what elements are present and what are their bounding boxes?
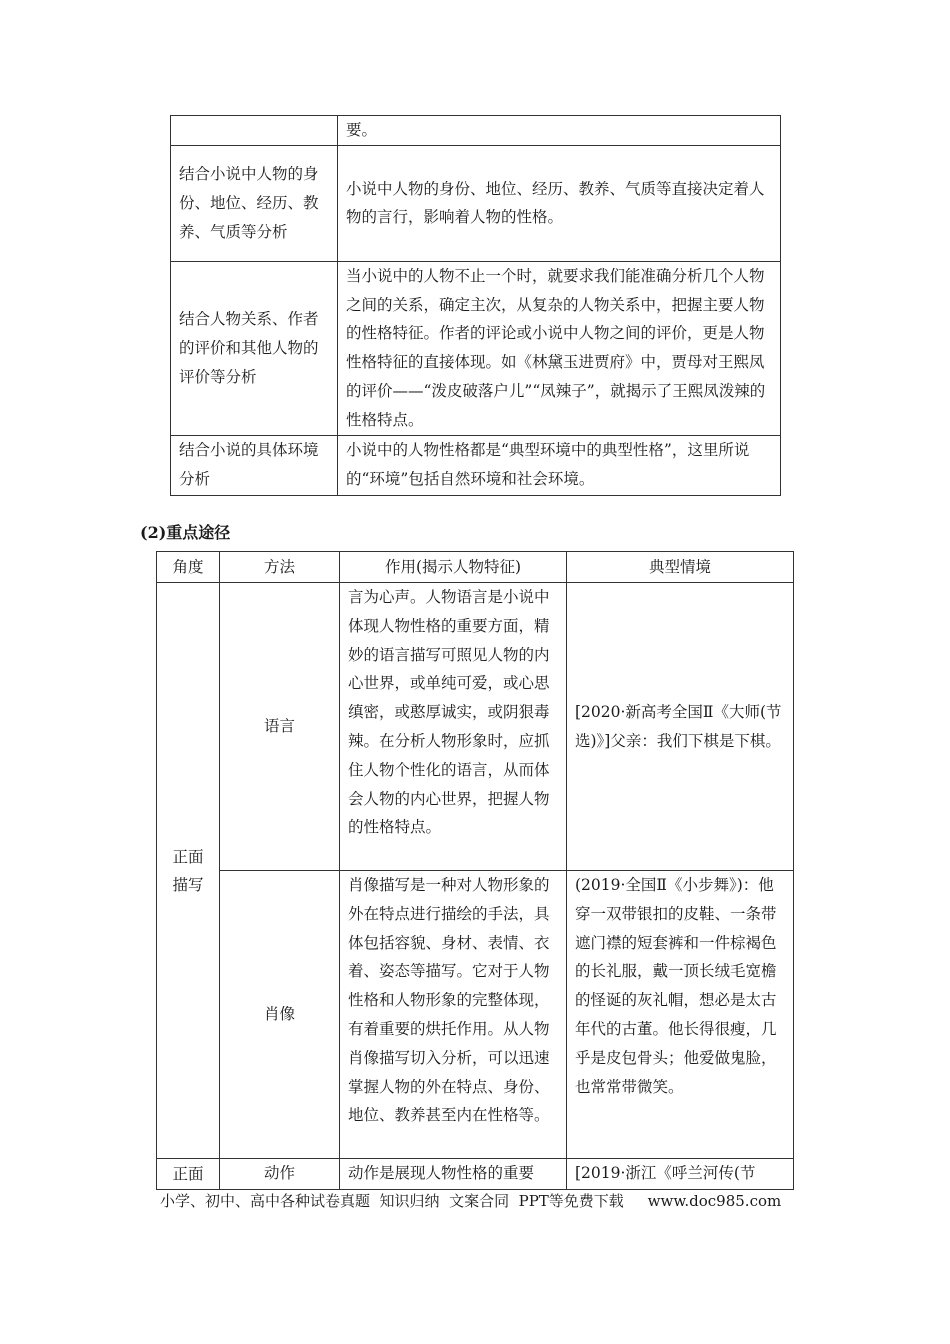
- method-language: 语言: [220, 583, 340, 871]
- method-portrait: 肖像: [220, 871, 340, 1159]
- method-action: 动作: [220, 1159, 340, 1190]
- table1-row2-left: 结合小说中人物的身份、地位、经历、教养、气质等分析: [171, 145, 338, 261]
- effect-language: 言为心声。人物语言是小说中体现人物性格的重要方面，精妙的语言描写可照见人物的内心世界，或单纯可爱，或心思缜密，或憨厚诚实，或阴狠毒辣。在分析人物形象时，应抓住人物个性化的语言，从而体会人物的内心世界，把握人物的性格特点。: [340, 583, 567, 871]
- table1-row3-right: 当小说中的人物不止一个时，就要求我们能准确分析几个人物之间的关系，确定主次，从复杂的人物关系中，把握主要人物的性格特征。作者的评论或小说中人物之间的评价，更是人物性格特征的直接体现。如《林黛玉进贾府》中，贾母对王熙凤的评价——“泼皮破落户儿”“凤辣子”，就揭示了王熙凤泼辣的性格特点。: [338, 261, 781, 435]
- header-angle: 角度: [157, 552, 220, 583]
- table1-row1-left: [171, 116, 338, 146]
- effect-action: 动作是展现人物性格的重要: [340, 1159, 567, 1190]
- angle-frontal-description: 正面描写: [157, 583, 220, 1159]
- footer-download-note: 小学、初中、高中各种试卷真题 知识归纳 文案合同 PPT等免费下载 www.doc985.com: [160, 1192, 782, 1210]
- analysis-methods-table: [170, 115, 781, 496]
- example-portrait: (2019·全国Ⅱ《小步舞》)：他穿一双带银扣的皮鞋、一条带遮门襟的短套裤和一件棕褐色的长礼服，戴一顶长绒毛宽檐的怪诞的灰礼帽，想必是太古年代的古董。他长得很瘦，几乎是皮包骨头；他爱做鬼脸，也常常带微笑。: [567, 871, 794, 1159]
- effect-portrait: 肖像描写是一种对人物形象的外在特点进行描绘的手法，具体包括容貌、身材、表情、衣着、姿态等描写。它对于人物性格和人物形象的完整体现，有着重要的烘托作用。从人物肖像描写切入分析，可以迅速掌握人物的外在特点、身份、地位、教养甚至内在性格等。: [340, 871, 567, 1159]
- header-example: 典型情境: [567, 552, 794, 583]
- table1-row2-right: 小说中人物的身份、地位、经历、教养、气质等直接决定着人物的言行，影响着人物的性格。: [338, 145, 781, 261]
- table1-row1-right: 要。: [338, 116, 781, 146]
- header-effect: 作用(揭示人物特征): [340, 552, 567, 583]
- table1-row4-right: 小说中的人物性格都是“典型环境中的典型性格”，这里所说的“环境”包括自然环境和社会环境。: [338, 435, 781, 495]
- table1-row3-left: 结合人物关系、作者的评价和其他人物的评价等分析: [171, 261, 338, 435]
- example-language: [2020·新高考全国Ⅱ《大师(节选)》]父亲：我们下棋是下棋。: [567, 583, 794, 871]
- example-action: [2019·浙江《呼兰河传(节: [567, 1159, 794, 1190]
- section-heading: (2)重点途径: [140, 523, 231, 542]
- header-method: 方法: [220, 552, 340, 583]
- table1-row4-left: 结合小说的具体环境分析: [171, 435, 338, 495]
- key-approaches-table: [156, 551, 794, 1190]
- angle-frontal-continued: 正面: [157, 1159, 220, 1190]
